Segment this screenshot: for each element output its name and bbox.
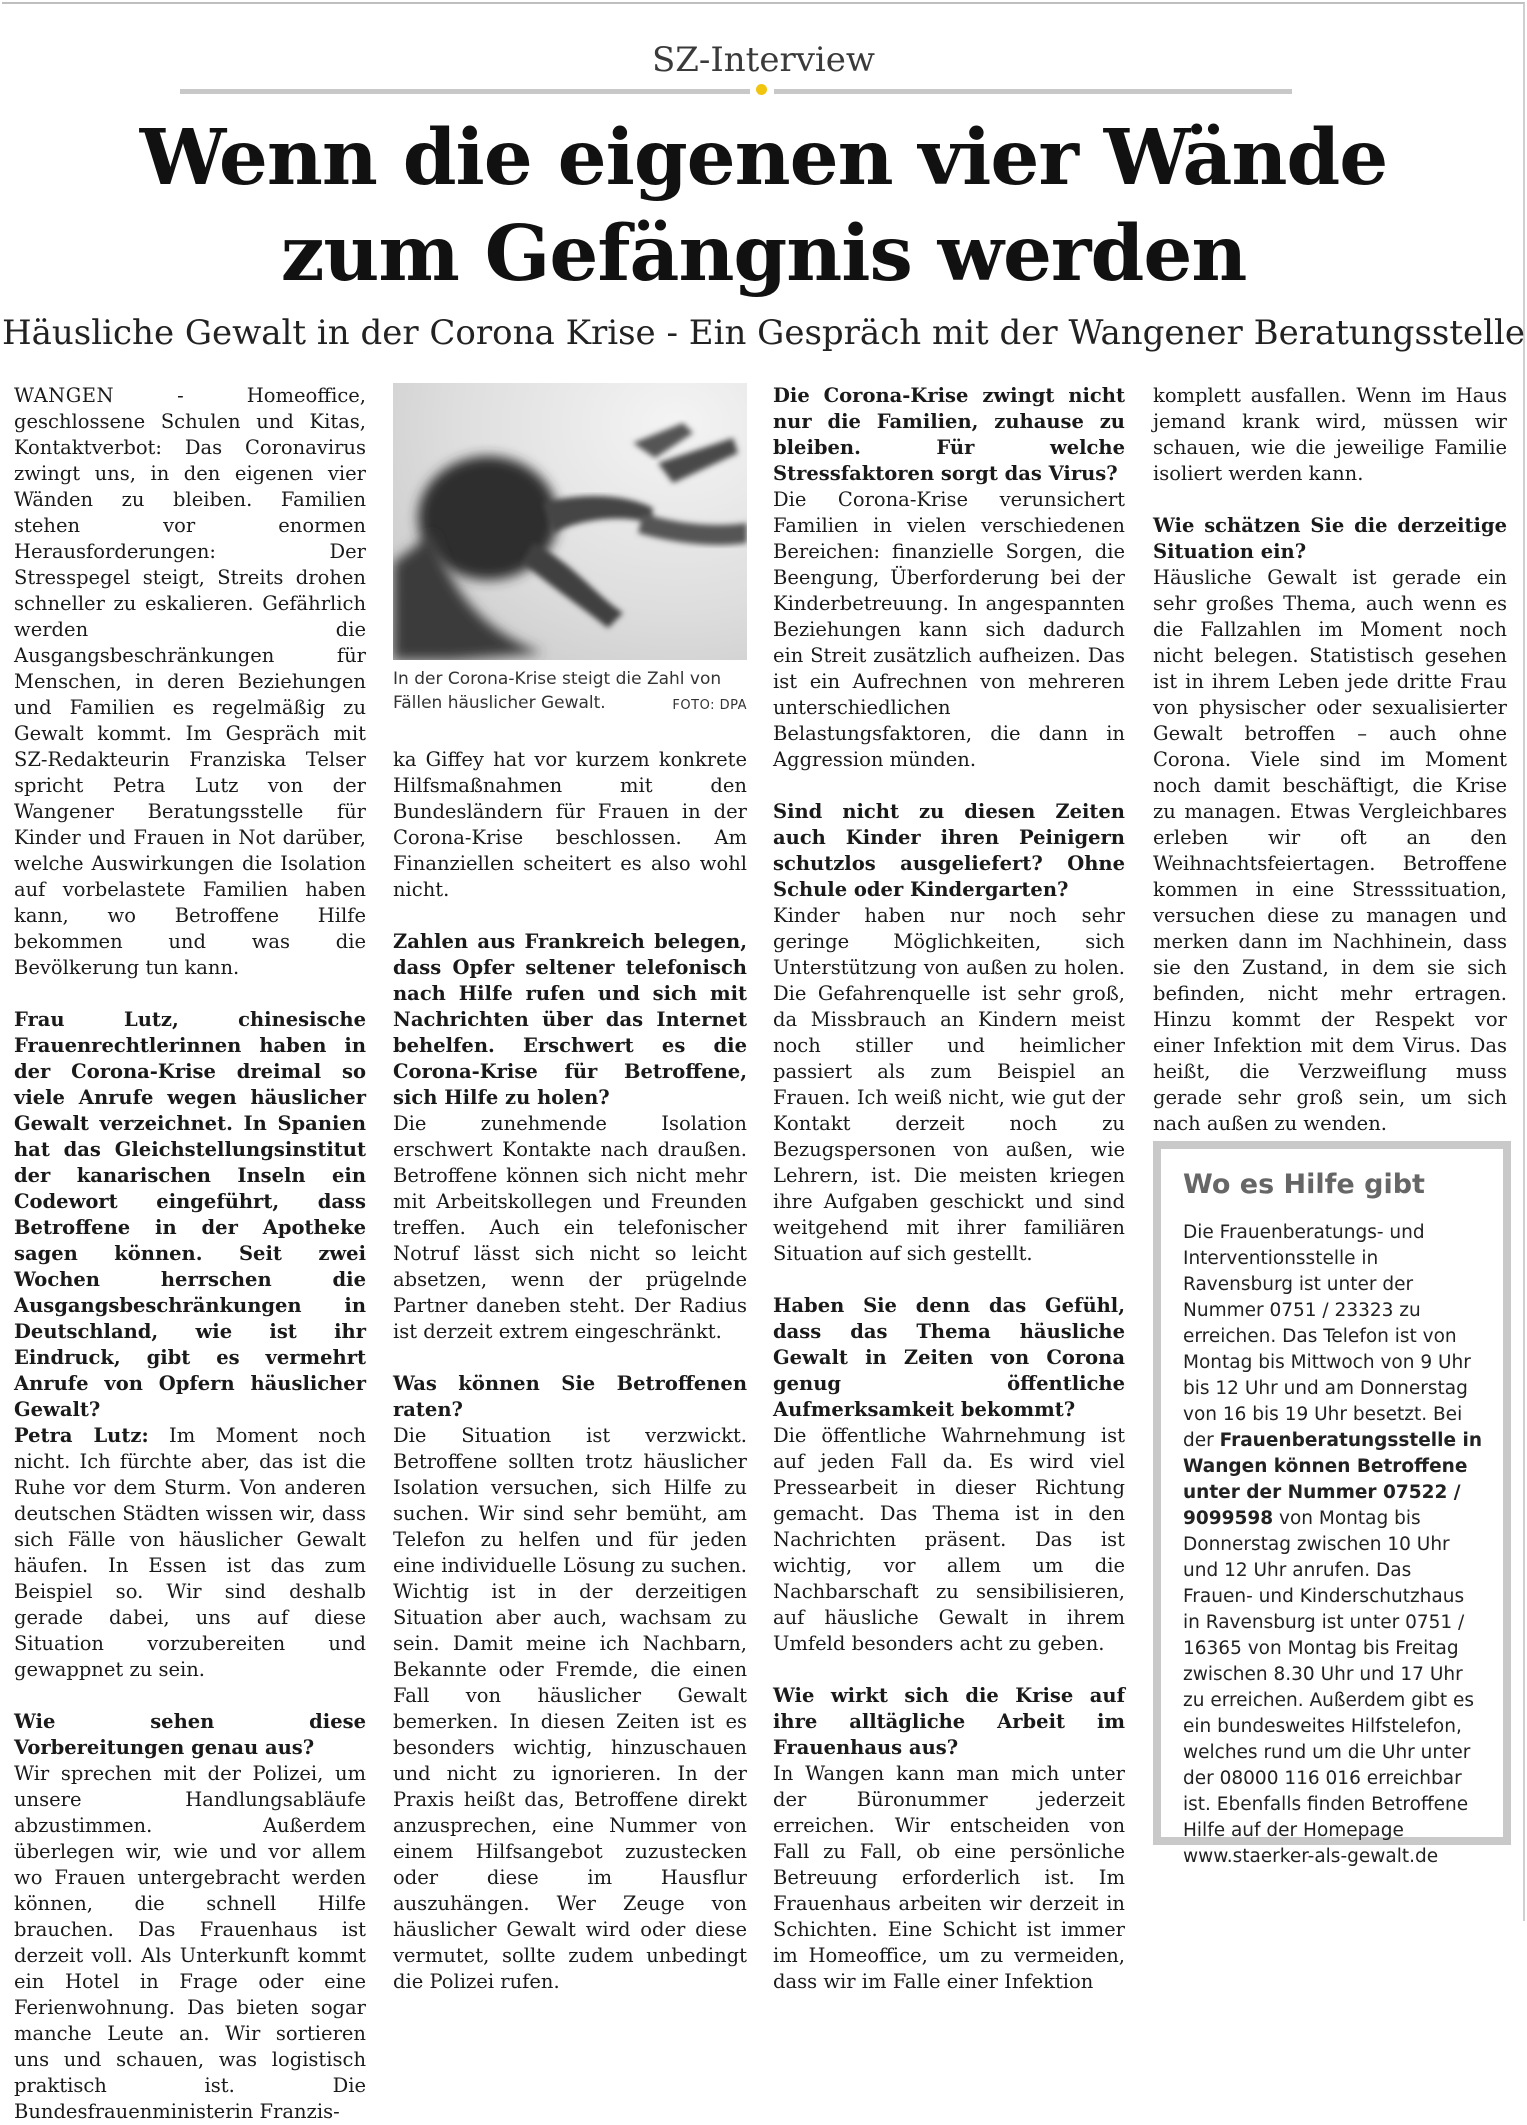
help-box-text: [1183, 1220, 1485, 1870]
headline-line-2: zum Gefängnis werden: [280, 209, 1247, 299]
answer-3: Die zunehmende Isolation erschwert Kontakte nach draußen. Betroffene können sich nicht mehr mit Arbeitskollegen und Freunden treffen. Auch ein telefonischer Notruf lässt sich nicht so leicht absetzen, wenn der prügelnde Partner daneben steht. Der Radius ist derzeit extrem eingeschränkt.: [393, 1112, 747, 1343]
help-info-box: [1153, 1141, 1511, 1867]
rubric-dot: [756, 84, 767, 95]
answer-4: Die Situation ist verzwickt. Betroffene sollten trotz häuslicher Isolation versuchen, sich Hilfe zu suchen. Wir sind sehr bemüht, am Telefon zu helfen und für jeden eine individuelle Lösung zu suchen. Wichtig ist in der derzeitigen Situation aber auch, wachsam zu sein. Damit meine ich Nachbarn, Bekannte oder Fremde, die einen Fall von häuslicher Gewalt bemerken. In diesen Zeiten ist es besonders wichtig, hinzuschauen und nicht zu ignorieren. In der Praxis heißt das, Betroffene direkt anzusprechen, eine Nummer von einem Hilfsangebot zuzustecken oder diese im Hausflur auszuhängen. Wer Zeuge von häuslicher Gewalt wird oder diese vermutet, sollte zudem unbedingt die Polizei rufen.: [393, 1424, 747, 1993]
subheadline: Häusliche Gewalt in der Corona Krise - Ein Gespräch mit der Wangener Beratungsstelle: [1, 313, 1525, 353]
answer-7: Die öffentliche Wahrnehmung ist auf jeden Fall da. Es wird viel Pressearbeit in dieser Richtung gemacht. Das Thema ist in den Nachrichten präsent. Das ist wichtig, vor allem um die Nachbarschaft zu sensibilisieren, auf häusliche Gewalt in ihrem Umfeld besonders acht zu geben.: [773, 1424, 1125, 1655]
question-7: Haben Sie denn das Gefühl, dass das Thema häusliche Gewalt in Zeiten von Corona genug öffentliche Aufmerksamkeit bekommt?: [773, 1294, 1125, 1421]
answer-9: Häusliche Gewalt ist gerade ein sehr großes Thema, auch wenn es die Fallzahlen im Moment noch nicht belegen. Statistisch gesehen ist in ihrem Leben jede dritte Frau von physischer oder sexualisierter Gewalt betroffen – auch ohne Corona. Viele sind im Moment noch damit beschäftigt, die Krise zu managen. Etwas Vergleichbares erleben wir oft an den Weihnachtsfeiertagen. Betroffene kommen in eine Stresssituation, versuchen diese zu managen und merken dann im Nachhinein, dass sie den Zustand, in dem sie sich befinden, nicht mehr ertragen. Hinzu kommt der Respekt vor einer Infektion mit dem Virus. Das heißt, die Verzweiflung muss gerade sehr groß sein, um sich nach außen zu wenden.: [1153, 566, 1507, 1135]
question-1: Frau Lutz, chinesische Frauenrechtlerinnen haben in der Corona-Krise dreimal so viele Anrufe wegen häuslicher Gewalt verzeichnet. In Spanien hat das Gleichstellungsinstitut der kanarischen Inseln ein Codewort eingeführt, dass Betroffene in der Apotheke sagen können. Seit zwei Wochen herrschen die Ausgangsbeschränkungen in Deutschland, wie ist ihr Eindruck, gibt es vermehrt Anrufe von Opfern häuslicher Gewalt?: [14, 1008, 366, 1421]
answer-1-text: Im Moment noch nicht. Ich fürchte aber, das ist die Ruhe vor dem Sturm. Von anderen deutschen Städten wissen wir, dass sich Fälle von häuslicher Gewalt häufen. In Essen ist das zum Beispiel so. Wir sind deshalb gerade dabei, uns auf diese Situation vorzubereiten und gewappnet zu sein.: [14, 1424, 366, 1681]
question-8: Wie wirkt sich die Krise auf ihre alltägliche Arbeit im Frauenhaus aus?: [773, 1684, 1125, 1759]
answer-6: Kinder haben nur noch sehr geringe Möglichkeiten, sich Unterstützung von außen zu holen. Die Gefahrenquelle ist sehr groß, da Missbrauch an Kindern meist noch stiller und heimlicher passiert als zum Beispiel an Frauen. Ich weiß nicht, wie gut der Kontakt derzeit noch zu Bezugspersonen von außen, wie Lehrern, ist. Die meisten kriegen ihre Aufgaben geschickt und sind weitgehend mit ihrer familiären Situation auf sich gestellt.: [773, 904, 1125, 1265]
help-box-text-2: von Montag bis Donnerstag zwischen 10 Uhr und 12 Uhr anrufen. Das Frauen- und Kinderschutzhaus in Ravensburg ist unter 0751 / 16365 von Montag bis Freitag zwischen 8.30 Uhr und 17 Uhr zu erreichen. Außerdem gibt es ein bundesweites Hilfstelefon, welches rund um die Uhr unter der 08000 116 016 erreichbar ist. Ebenfalls finden Betroffene Hilfe auf der Homepage www.staerker-als-gewalt.de: [1183, 1508, 1474, 1867]
answer-8-continued: komplett ausfallen. Wenn im Haus jemand krank wird, müssen wir schauen, wie die jeweilige Familie isoliert werden kann.: [1153, 384, 1507, 485]
intro-paragraph: [14, 383, 366, 981]
headline: [0, 110, 1527, 302]
help-box-title: Wo es Hilfe gibt: [1183, 1169, 1425, 1200]
answer-2: Wir sprechen mit der Polizei, um unsere Handlungsabläufe abzustimmen. Außerdem überlegen wir, wie und vor allem wo Frauen untergebracht werden können, die schnell Hilfe brauchen. Das Frauenhaus ist derzeit voll. Als Unterkunft kommt ein Hotel in Frage oder eine Ferienwohnung. Das bieten sogar manche Leute an. Wir sortieren uns und schauen, was logistisch praktisch ist. Die Bundesfrauenministerin Franzis-: [14, 1762, 366, 2123]
speaker-label: Petra Lutz:: [14, 1424, 149, 1447]
answer-8: In Wangen kann man mich unter der Büronummer jederzeit erreichen. Wir entscheiden von Fall zu Fall, ob eine persönliche Betreuung erforderlich ist. Im Frauenhaus arbeiten wir derzeit in Schichten. Eine Schicht ist immer im Homeoffice, um zu vermeiden, dass wir im Falle einer Infektion: [773, 1762, 1125, 1993]
headline-line-1: Wenn die eigenen vier Wände: [139, 113, 1388, 203]
photo-caption-text: In der Corona-Krise steigt die Zahl von Fällen häuslicher Gewalt.: [393, 669, 722, 713]
answer-5: Die Corona-Krise verunsichert Familien in vielen verschiedenen Bereichen: finanzielle Sorgen, die Beengung, Überforderung bei der Kinderbetreuung. In angespannten Beziehungen kann sich dadurch ein Streit zusätzlich aufheizen. Das ist ein Aufrechnen von mehreren unterschiedlichen Belastungsfaktoren, die dann in Aggression münden.: [773, 488, 1125, 771]
answer-1: [14, 1423, 366, 1683]
rubric-rule-right: [774, 89, 1292, 94]
question-5: Die Corona-Krise zwingt nicht nur die Familien, zuhause zu bleiben. Für welche Stressfaktoren sorgt das Virus?: [773, 384, 1125, 485]
photo-silhouette-image: [393, 383, 747, 660]
column-1: [14, 383, 366, 2125]
column-3: [773, 383, 1125, 1995]
question-3: Zahlen aus Frankreich belegen, dass Opfer seltener telefonisch nach Hilfe rufen und sich mit Nachrichten über das Internet behelfen. Erschwert es die Corona-Krise für Betroffene, sich Hilfe zu holen?: [393, 930, 747, 1109]
column-2: [393, 747, 747, 1995]
intro-text: - Homeoffice, geschlossene Schulen und Kitas, Kontaktverbot: Das Coronavirus zwingt uns, in den eigenen vier Wänden zu bleiben. Familien stehen vor enormen Herausforderungen: Der Stresspegel steigt, Streits drohen schneller zu eskalieren. Gefährlich werden die Ausgangsbeschränkungen für Menschen, in deren Beziehungen und Familien es regelmäßig zu Gewalt kommt. Im Gespräch mit SZ-Redakteurin Franziska Telser spricht Petra Lutz von der Wangener Beratungsstelle für Kinder und Frauen in Not darüber, welche Auswirkungen die Isolation auf vorbelastete Familien haben kann, wo Betroffene Hilfe bekommen und was die Bevölkerung tun kann.: [14, 384, 366, 979]
help-box-text-1: Die Frauenberatungs- und Interventionsstelle in Ravensburg ist unter der Nummer 0751 / 23323 zu erreichen. Das Telefon ist von Montag bis Mittwoch von 9 Uhr bis 12 Uhr und am Donnerstag von 16 bis 19 Uhr besetzt. Bei der: [1183, 1222, 1471, 1451]
rubric-label: SZ-Interview: [651, 40, 876, 80]
photo-caption: [393, 667, 747, 718]
question-6: Sind nicht zu diesen Zeiten auch Kinder ihren Peinigern schutzlos ausgeliefert? Ohne Schule oder Kindergarten?: [773, 800, 1125, 901]
rubric-rule-left: [180, 89, 750, 94]
question-2: Wie sehen diese Vorbereitungen genau aus?: [14, 1710, 366, 1759]
question-4: Was können Sie Betroffenen raten?: [393, 1372, 747, 1421]
article-photo: [393, 383, 747, 660]
answer-2-continued: ka Giffey hat vor kurzem konkrete Hilfsmaßnahmen mit den Bundesländern für Frauen in der Corona-Krise beschlossen. Am Finanziellen scheitert es also wohl nicht.: [393, 748, 747, 901]
column-4: [1153, 383, 1507, 1137]
question-9: Wie schätzen Sie die derzeitige Situation ein?: [1153, 514, 1507, 563]
help-box-bold: Frauenberatungsstelle in Wangen können Betroffene unter der Nummer 07522 / 9099598: [1183, 1430, 1482, 1529]
dateline: WANGEN: [14, 384, 115, 407]
photo-credit: FOTO: DPA: [672, 698, 747, 713]
